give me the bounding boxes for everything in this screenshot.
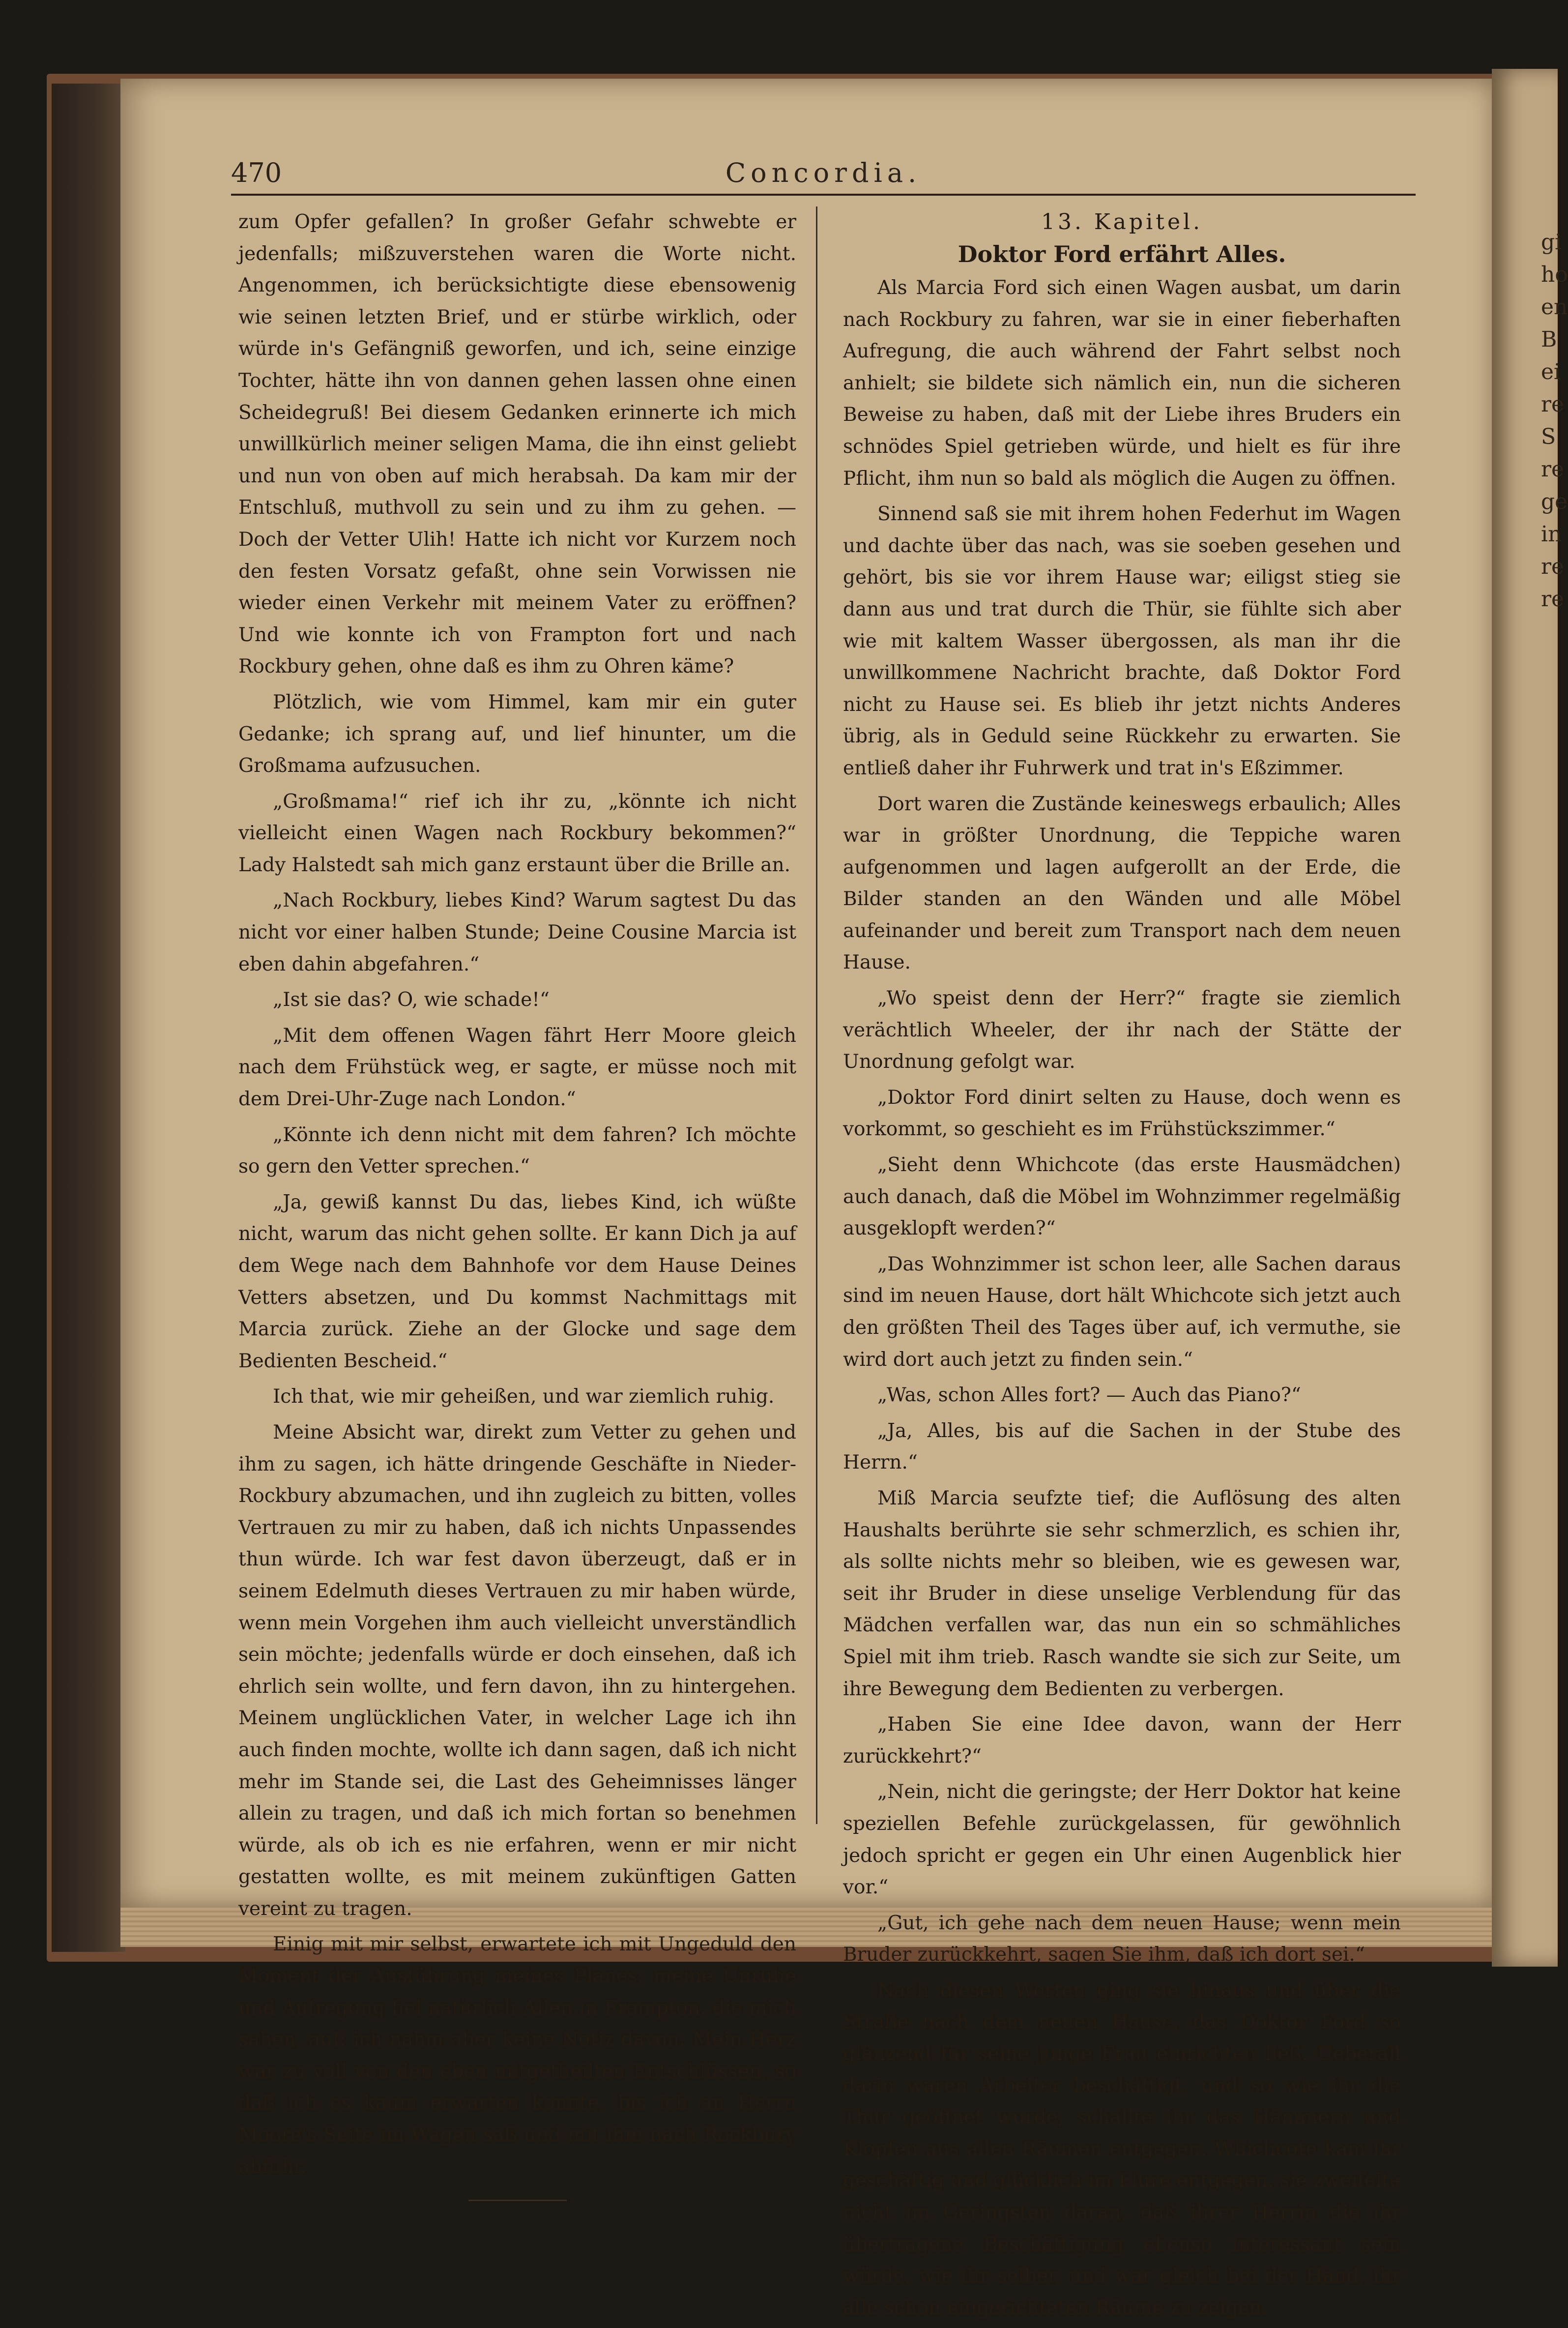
- chapter-title: Doktor Ford erfährt Alles.: [958, 241, 1286, 267]
- right-column: [843, 206, 1401, 2328]
- paragraph: zum Opfer gefallen? In großer Gefahr schwebte er jedenfalls; mißzuverstehen waren die Worte nicht. Angenommen, ich berücksichtigte diese ebensowenig wie seinen letzten Brief, und er stürbe wirklich, oder würde in's Gefängniß geworfen, und ich, seine einzige Tochter, hätte ihn von dannen gehen lassen ohne einen Scheidegruß! Bei diesem Gedanken erinnerte ich mich unwillkürlich meiner seligen Mama, die ihn einst geliebt und nun von oben auf mich herabsah. Da kam mir der Entschluß, muthvoll zu sein und zu ihm zu gehen. — Doch der Vetter Ulih! Hatte ich nicht vor Kurzem noch den festen Vorsatz gefaßt, ohne sein Vorwissen nie wieder einen Verkehr mit meinem Vater zu eröffnen? Und wie konnte ich von Frampton fort und nach Rockbury gehen, ohne daß es ihm zu Ohren käme?: [238, 211, 796, 678]
- paragraph: „Das Wohnzimmer ist schon leer, alle Sachen daraus sind im neuen Hause, dort hält Whichcote sich jetzt auch den größten Theil des Tages über auf, ich vermuthe, sie wird dort auch jetzt zu finden sein.“: [843, 1253, 1401, 1371]
- book-spine: [52, 84, 125, 1952]
- paragraph: „Mit dem offenen Wagen fährt Herr Moore gleich nach dem Frühstück weg, er sagte, er müsse noch mit dem Drei-Uhr-Zuge nach London.“: [238, 1024, 796, 1111]
- column-divider: [816, 206, 817, 1824]
- section-end-rule: [468, 2200, 567, 2201]
- paragraph: „Ja, Alles, bis auf die Sachen in der Stube des Herrn.“: [843, 1419, 1401, 1474]
- paragraph: „Sieht denn Whichcote (das erste Hausmädchen) auch danach, daß die Möbel im Wohnzimmer regelmäßig ausgeklopft werden?“: [843, 1154, 1401, 1240]
- page-number: 470: [231, 157, 282, 188]
- paragraph: Als Marcia Ford sich einen Wagen ausbat, um darin nach Rockbury zu fahren, war sie in einer fieberhaften Aufregung, die auch während der Fahrt selbst noch anhielt; sie bildete sich nämlich ein, nun die sicheren Beweise zu haben, daß mit der Liebe ihres Bruders ein schnödes Spiel getrieben würde, und hielt es für ihre Pflicht, ihm nun so bald als möglich die Augen zu öffnen.: [843, 277, 1401, 490]
- paragraph: Einig mit mir selbst, erwartete ich mit Ungeduld den Moment der Ausführung meines Planes; meine Unruhe und Aufregung fiel natürlich Allen in Frampton, die mich sahen, auf; ich nahm aber keine Notiz davon. Mein Herz war zu voll von den eben mitgetheilten Entschlüssen, so daß ich es kaum erwarten konnte, bis ich an Herrn Moore's Seite im Wagen saß und mit ihm nach Rockbury abfuhr.: [238, 1933, 796, 2178]
- running-title: Concordia.: [725, 157, 922, 188]
- paragraph: „Ja, gewiß kannst Du das, liebes Kind, ich wüßte nicht, warum das nicht gehen sollte. Er kann Dich ja auf dem Wege nach dem Bahnhofe vor dem Hause Deines Vetters absetzen, und Du kommst Nachmittags mit Marcia zurück. Ziehe an der Glocke und sage dem Bedienten Bescheid.“: [238, 1191, 796, 1372]
- adjacent-page-text: gi ho en B ei re S re ge in re re: [1541, 230, 1568, 612]
- paragraph: Dort waren die Zustände keineswegs erbaulich; Alles war in größter Unordnung, die Teppiche waren aufgenommen und lagen aufgerollt an der Erde, die Bilder standen an den Wänden und alle Möbel aufeinander und bereit zum Transport nach dem neuen Hause.: [843, 793, 1401, 974]
- paragraph: Nach diesen Worten ging sie hinaus und über die Straße nach dem neuen Hause, das Doktor Ford so glänzend für seine junge Frau einrichten ließ. Ueberall darin waren Arbeiter beschäftigt, und so wie ihr die Thür geöffnet wurde, schallte ihr das Hämmern und Klopfen aus allen Räumen entgegen. Whichcote kam ihr geschäftig und glücklich im Flure entgegen, sie zweifelte nicht im Geringsten daran, daß ihrer Herrin die ihr übertragene Beschäftigung ebenso interessant sein würde, wie ihr selber, und war gleich bei der Hand, ihr alle schon eingerichteten Räume zu zeigen.: [843, 1979, 1401, 2319]
- paragraph: „Gut, ich gehe nach dem neuen Hause; wenn mein Bruder zurückkehrt, sagen Sie ihm, daß ich dort sei.“: [843, 1912, 1401, 1966]
- chapter-number: 13. Kapitel.: [1041, 209, 1203, 235]
- paragraph: „Nein, nicht die geringste; der Herr Doktor hat keine speziellen Befehle zurückgelassen, für gewöhnlich jedoch spricht er gegen ein Uhr einen Augenblick hier vor.“: [843, 1781, 1401, 1899]
- paragraph: Sinnend saß sie mit ihrem hohen Federhut im Wagen und dachte über das nach, was sie soeben gesehen und gehört, bis sie vor ihrem Hause war; eiligst stieg sie dann aus und trat durch die Thür, sie fühlte sich aber wie mit kaltem Wasser übergossen, als man ihr die unwillkommene Nachricht brachte, daß Doktor Ford nicht zu Hause sei. Es blieb ihr jetzt nichts Anderes übrig, als in Geduld seine Rückkehr zu erwarten. Sie entließ daher ihr Fuhrwerk und trat in's Eßzimmer.: [843, 503, 1401, 779]
- paragraph: „Haben Sie eine Idee davon, wann der Herr zurückkehrt?“: [843, 1713, 1401, 1768]
- paragraph: Ich that, wie mir geheißen, und war ziemlich ruhig.: [273, 1385, 775, 1408]
- paragraph: „Wo speist denn der Herr?“ fragte sie ziemlich verächtlich Wheeler, der ihr nach der Stätte der Unordnung gefolgt war.: [843, 987, 1401, 1073]
- left-column: [238, 206, 796, 2201]
- paragraph: „Doktor Ford dinirt selten zu Hause, doch wenn es vorkommt, so geschieht es im Frühstückszimmer.“: [843, 1086, 1401, 1141]
- paragraph: „Könnte ich denn nicht mit dem fahren? Ich möchte so gern den Vetter sprechen.“: [238, 1123, 796, 1178]
- paragraph: „Nach Rockbury, liebes Kind? Warum sagtest Du das nicht vor einer halben Stunde; Deine Cousine Marcia ist eben dahin abgefahren.“: [238, 889, 796, 975]
- paragraph: Miß Marcia seufzte tief; die Auflösung des alten Haushalts berührte sie sehr schmerzlich, es schien ihr, als sollte nichts mehr so bleiben, wie es gewesen war, seit ihr Bruder in diese unselige Verblendung für das Mädchen verfallen war, das nun ein so schmähliches Spiel mit ihm trieb. Rasch wandte sie sich zur Seite, um ihre Bewegung dem Bedienten zu verbergen.: [843, 1487, 1401, 1700]
- paragraph: Meine Absicht war, direkt zum Vetter zu gehen und ihm zu sagen, ich hätte dringende Geschäfte in Nieder-Rockbury abzumachen, und ihn zugleich zu bitten, volles Vertrauen zu mir zu haben, daß ich nichts Unpassendes thun würde. Ich war fest davon überzeugt, daß er in seinem Edelmuth dieses Vertrauen zu mir haben würde, wenn mein Vorgehen ihm auch vielleicht unverständlich sein möchte; jedenfalls würde er doch einsehen, daß ich ehrlich sein wollte, und fern davon, ihn zu hintergehen. Meinem unglücklichen Vater, in welcher Lage ich ihn auch finden mochte, wollte ich dann sagen, daß ich nicht mehr im Stande sei, die Last des Geheimnisses länger allein zu tragen, und daß ich mich fortan so benehmen würde, als ob ich es nie erfahren, wenn er mir nicht gestatten wollte, es mit meinem zukünftigen Gatten vereint zu tragen.: [238, 1421, 796, 1920]
- paragraph: „Ist sie das? O, wie schade!“: [273, 989, 550, 1011]
- header-rule: [231, 194, 1416, 196]
- paragraph: Plötzlich, wie vom Himmel, kam mir ein guter Gedanke; ich sprang auf, und lief hinunter, um die Großmama aufzusuchen.: [238, 691, 796, 777]
- paragraph: „Was, schon Alles fort? — Auch das Piano?“: [877, 1384, 1301, 1407]
- page-header: [231, 157, 1416, 197]
- paragraph: „Großmama!“ rief ich ihr zu, „könnte ich nicht vielleicht einen Wagen nach Rockbury bekommen?“ Lady Halstedt sah mich ganz erstaunt über die Brille an.: [238, 790, 796, 876]
